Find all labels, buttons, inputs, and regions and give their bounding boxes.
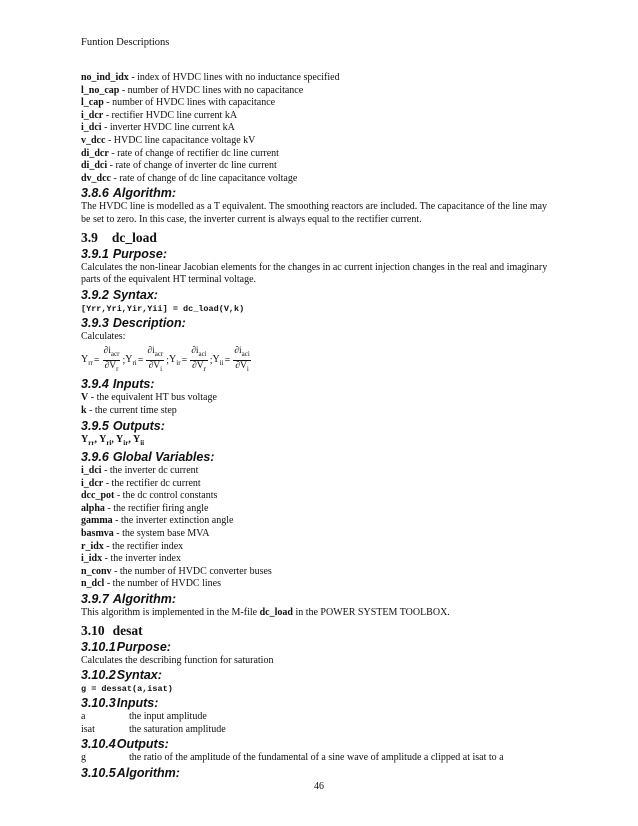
variable-line	[81, 135, 551, 148]
formula-lhs	[125, 354, 137, 367]
numerator-subscript: aci	[241, 349, 250, 358]
variable-description: - index of HVDC lines with no inductance specified	[128, 72, 340, 83]
parameter-row	[81, 724, 551, 737]
variable-line	[81, 405, 551, 418]
denominator-subscript: r	[116, 364, 119, 373]
section-heading-3-9-2: 3.9.2 Syntax:	[81, 287, 158, 302]
variable-description: - rate of change of dc line capacitance voltage	[111, 172, 298, 184]
global-variables-list	[81, 465, 551, 591]
formula-lhs	[169, 354, 181, 367]
output-subscript: ii	[140, 438, 145, 447]
output-base: Y	[81, 433, 89, 445]
section-heading-3-9-1: 3.9.1 Purpose:	[81, 246, 167, 261]
variable-line	[81, 85, 551, 98]
variable-line	[81, 173, 551, 186]
variable-line	[81, 465, 551, 478]
numerator-symbol: ∂i	[191, 345, 199, 356]
numerator-symbol: ∂i	[147, 345, 155, 356]
variable-name: i_dci	[81, 465, 102, 477]
algorithm-implementation-text: This algorithm is implemented in the M-file dc_load in the POWER SYSTEM TOOLBOX.	[81, 607, 450, 619]
variable-description: - inverter HVDC line current kA	[101, 122, 235, 134]
section-heading-3-9-7: 3.9.7 Algorithm:	[81, 592, 176, 607]
variable-description: - the dc control constants	[114, 490, 218, 502]
variable-line	[81, 515, 551, 528]
inputs-list	[81, 392, 551, 417]
variable-name: no_ind_idx	[81, 72, 129, 83]
variable-line	[81, 578, 551, 591]
variable-name: v_dcc	[81, 134, 106, 146]
variable-line	[81, 110, 551, 123]
parameter-name: g	[81, 752, 86, 764]
section-heading-3-9-5: 3.9.5 Outputs:	[81, 418, 165, 433]
output-subscript: rr	[88, 438, 95, 447]
desat-outputs-list	[81, 752, 551, 765]
variable-description: - the system base MVA	[113, 528, 210, 540]
variable-line	[81, 541, 551, 554]
variable-description: - the inverter dc current	[101, 465, 199, 477]
variable-name: l_cap	[81, 97, 104, 109]
formula-equals: =	[224, 354, 231, 366]
variable-description: - the inverter index	[102, 553, 181, 565]
description-variable-list	[81, 72, 551, 185]
parameter-description: the ratio of the amplitude of the fundamental of a sine wave of amplitude a clipped at isat to a	[129, 752, 504, 764]
denominator-symbol: ∂V	[148, 360, 161, 371]
output-subscript: ir	[123, 438, 129, 447]
running-header: Funtion Descriptions	[81, 37, 170, 48]
variable-name: r_idx	[81, 540, 104, 552]
formula-lhs-subscript: rr	[88, 358, 93, 367]
numerator-symbol: ∂i	[234, 345, 242, 356]
output-base: Y	[116, 433, 124, 445]
variable-line	[81, 148, 551, 161]
variable-name: k	[81, 404, 87, 416]
fraction-numerator	[146, 346, 164, 361]
algorithm-paragraph: The HVDC line is modelled as a T equivalent. The smoothing reactors are included. The capacitance of the line may be set to zero. In this case, the inverter current is always equal to the rectifier current.	[81, 201, 548, 225]
variable-description: - the current time step	[86, 404, 177, 416]
output-symbol	[116, 434, 128, 445]
variable-description: - number of HVDC lines with capacitance	[103, 97, 276, 109]
variable-name: dv_dcc	[81, 172, 111, 184]
variable-line	[81, 72, 551, 85]
output-base: Y	[99, 433, 107, 445]
variable-description: - HVDC line capacitance voltage kV	[105, 134, 256, 146]
formula-fraction	[190, 346, 208, 375]
fraction-denominator	[191, 361, 207, 375]
section-heading-3-10-2: 3.10.2Syntax:	[81, 668, 162, 683]
fraction-numerator	[103, 346, 121, 361]
formula-separator: ;	[122, 354, 126, 366]
fraction-numerator	[233, 346, 251, 361]
formula-lhs-symbol: Y	[212, 353, 220, 365]
variable-line	[81, 503, 551, 516]
variable-name: dcc_pot	[81, 490, 115, 502]
fraction-numerator	[190, 346, 208, 361]
variable-description: - rate of change of inverter dc line current	[107, 160, 277, 172]
formula-lhs-subscript: ir	[176, 358, 181, 367]
fraction-denominator	[104, 361, 120, 375]
denominator-subscript: i	[246, 364, 249, 373]
formula-equals: =	[181, 354, 188, 366]
formula-equals: =	[137, 354, 144, 366]
variable-description: - the number of HVDC converter buses	[111, 565, 272, 577]
syntax-code: [Yrr,Yri,Yir,Yii] = dc_load(V,k)	[81, 303, 245, 314]
variable-name: di_dci	[81, 160, 108, 172]
formula-lhs-symbol: Y	[81, 353, 89, 365]
numerator-subscript: acr	[110, 349, 120, 358]
variable-description: - the inverter extinction angle	[112, 515, 234, 527]
denominator-symbol: ∂V	[192, 360, 204, 371]
output-subscript: ri	[106, 438, 112, 447]
desat-purpose-text: Calculates the describing function for saturation	[81, 654, 274, 666]
section-heading-3-10-4: 3.10.4Outputs:	[81, 737, 169, 752]
section-heading-3-9: 3.9 dc_load	[81, 229, 157, 245]
formula-lhs	[213, 354, 224, 367]
desat-syntax-code: g = dessat(a,isat)	[81, 684, 173, 695]
formula-lhs-symbol: Y	[169, 353, 177, 365]
variable-name: n_dcl	[81, 578, 105, 590]
formula-fraction	[233, 346, 251, 375]
formula-lhs-subscript: ri	[132, 358, 137, 367]
variable-name: basmva	[81, 528, 114, 540]
formula-equals: =	[93, 354, 100, 366]
output-symbol	[81, 434, 94, 445]
variable-line	[81, 553, 551, 566]
variable-name: V	[81, 392, 89, 404]
output-symbol	[99, 434, 111, 445]
desat-inputs-list	[81, 711, 551, 736]
variable-line	[81, 392, 551, 405]
variable-description: - the rectifier firing angle	[104, 502, 209, 514]
variable-line	[81, 97, 551, 110]
variable-line	[81, 566, 551, 579]
variable-name: i_idx	[81, 553, 103, 565]
variable-description: - rectifier HVDC line current kA	[103, 109, 238, 121]
section-heading-3-9-4: 3.9.4 Inputs:	[81, 377, 155, 392]
output-separator: ,	[111, 433, 117, 445]
parameter-description: the input amplitude	[129, 711, 207, 723]
numerator-subscript: aci	[198, 349, 207, 358]
page-number: 46	[314, 781, 324, 792]
variable-name: alpha	[81, 502, 105, 514]
formula-lhs-subscript: ii	[219, 358, 224, 367]
formula-lhs-symbol: Y	[125, 353, 133, 365]
variable-name: di_dcr	[81, 147, 109, 159]
parameter-description: the saturation amplitude	[129, 723, 226, 735]
variable-name: i_dcr	[81, 477, 104, 489]
parameter-name: isat	[81, 723, 95, 735]
fraction-denominator	[148, 361, 164, 375]
formula-separator: ;	[166, 354, 170, 366]
output-separator: ,	[94, 433, 100, 445]
parameter-row	[81, 752, 551, 765]
section-heading-3-9-3: 3.9.3 Description:	[81, 315, 186, 330]
formula-separator: ;	[209, 354, 213, 366]
section-heading-3-10-1: 3.10.1Purpose:	[81, 639, 171, 654]
formula-fraction	[146, 346, 164, 375]
purpose-paragraph: Calculates the non-linear Jacobian elements for the changes in ac current injection changes in the real and imaginary parts of the equivalent HT terminal voltage.	[81, 261, 548, 286]
variable-line	[81, 490, 551, 503]
jacobian-formula	[81, 345, 551, 375]
section-heading-3-10: 3.10 desat	[81, 622, 143, 638]
denominator-subscript: r	[203, 364, 206, 373]
variable-name: i_dci	[81, 122, 102, 134]
output-symbol	[133, 434, 144, 445]
section-heading-3-10-3: 3.10.3Inputs:	[81, 696, 159, 711]
variable-description: - the rectifier dc current	[103, 477, 201, 489]
variable-name: gamma	[81, 515, 113, 527]
variable-description: - the number of HVDC lines	[104, 578, 221, 590]
variable-description: - the equivalent HT bus voltage	[88, 392, 217, 404]
variable-line	[81, 160, 551, 173]
numerator-symbol: ∂i	[103, 345, 111, 356]
formula-fraction	[103, 346, 121, 375]
section-heading-3-9-6: 3.9.6 Global Variables:	[81, 450, 215, 465]
variable-description: - rate of change of rectifier dc line current	[108, 147, 279, 159]
fraction-denominator	[234, 361, 250, 375]
output-separator: ,	[128, 433, 133, 445]
section-heading-3-10-5: 3.10.5Algorithm:	[81, 766, 180, 780]
denominator-symbol: ∂V	[235, 360, 247, 371]
numerator-subscript: acr	[154, 349, 164, 358]
variable-line	[81, 478, 551, 491]
variable-name: i_dcr	[81, 109, 104, 121]
parameter-row	[81, 711, 551, 724]
variable-line	[81, 528, 551, 541]
variable-line	[81, 122, 551, 135]
parameter-name: a	[81, 711, 86, 723]
variable-name: l_no_cap	[81, 84, 120, 96]
denominator-symbol: ∂V	[104, 360, 117, 371]
variable-name: n_conv	[81, 565, 112, 577]
description-text: Calculates:	[81, 330, 126, 342]
variable-description: - number of HVDC lines with no capacitance	[119, 84, 304, 96]
denominator-subscript: i	[160, 364, 163, 373]
section-heading-3-8-6: 3.8.6 Algorithm:	[81, 186, 176, 201]
formula-lhs	[81, 354, 93, 367]
output-base: Y	[132, 433, 141, 445]
outputs-list	[81, 434, 551, 450]
page-content	[81, 72, 551, 781]
variable-description: - the rectifier index	[103, 540, 184, 552]
